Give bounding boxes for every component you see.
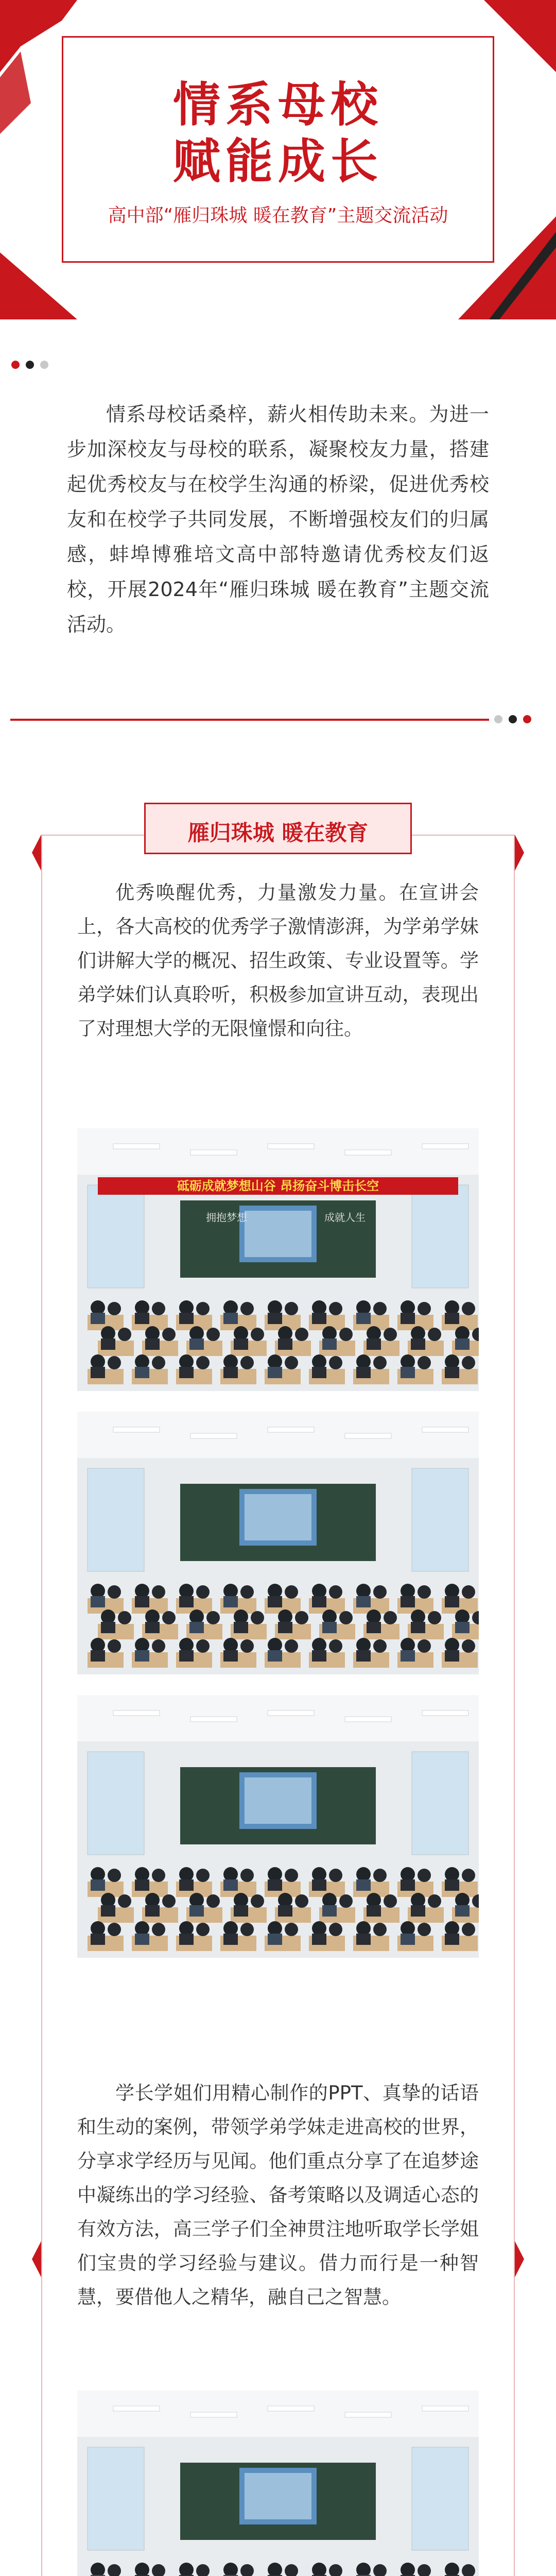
dot-dark (509, 715, 517, 723)
side-marker (515, 835, 524, 871)
board-text-right: 成就人生 (324, 1211, 366, 1224)
classroom-photo (77, 2391, 479, 2576)
dots-decoration-left (11, 361, 55, 371)
classroom-banner-text: 砥砺成就梦想山谷 昂扬奋斗博击长空 (177, 1179, 379, 1193)
section-title: 雁归珠城 暖在教育 (187, 820, 369, 845)
section-paragraph-1: 优秀唤醒优秀，力量激发力量。在宣讲会上，各大高校的优秀学子激情澎湃，为学弟学妹们讲解大学的概况、招生政策、专业设置等。学弟学妹们认真聆听，积极参加宣讲互动，表现出了对理想大学的无限憧憬和向往。 (77, 882, 479, 1040)
divider-line (10, 719, 489, 721)
dot-grey (494, 715, 502, 723)
dot-red (523, 715, 531, 723)
title-line-1: 情系母校 (172, 77, 383, 132)
classroom-photo (77, 1695, 479, 1958)
section-header (144, 803, 412, 854)
subtitle: 高中部“雁归珠城 暖在教育”主题交流活动 (108, 205, 448, 226)
dot-red (11, 361, 20, 369)
dots-decoration-right (494, 715, 537, 725)
classroom-photo (77, 1412, 479, 1674)
dot-dark (26, 361, 34, 369)
side-marker (32, 2241, 41, 2277)
title-line-2: 赋能成长 (172, 134, 383, 189)
intro-paragraph: 情系母校话桑梓，薪火相传助未来。为进一步加深校友与母校的联系，凝聚校友力量，搭建起优秀校友与在校学生沟通的桥梁，促进优秀校友和在校学子共同发展，不断增强校友们的归属感，蚌埠博雅培文高中部特邀请优秀校友们返校，开展2024年“雁归珠城 暖在教育”主题交流活动。 (67, 403, 489, 636)
side-marker (32, 835, 41, 871)
board-text-left: 拥抱梦想 (206, 1211, 247, 1224)
header-banner (0, 0, 556, 319)
dot-grey (40, 361, 48, 369)
classroom-photo (77, 1128, 479, 1391)
side-marker (515, 2241, 524, 2277)
section-paragraph-2: 学长学姐们用精心制作的PPT、真挚的话语和生动的案例，带领学弟学妹走进高校的世界，分享求学经历与见闻。他们重点分享了在追梦途中凝练出的学习经验、备考策略以及调适心态的有效方法，高三学子们全神贯注地听取学长学姐们宝贵的学习经验与建议。借力而行是一种智慧，要借他人之精华，融自己之智慧。 (77, 2082, 479, 2308)
